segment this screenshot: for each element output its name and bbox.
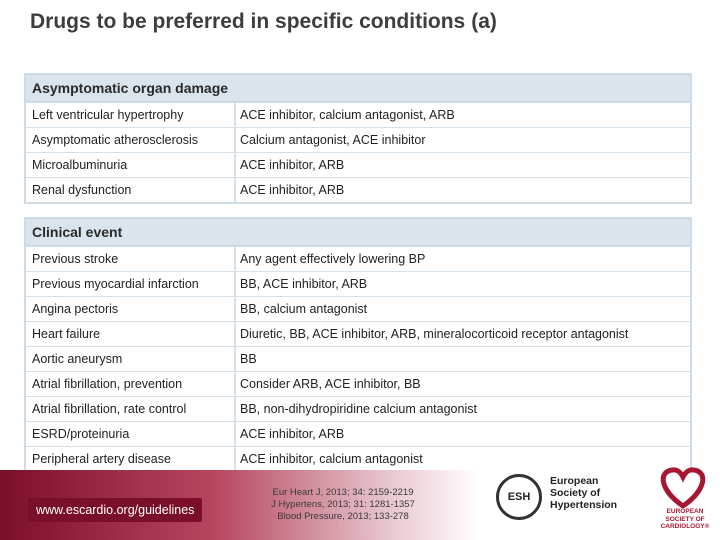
drug-cell: BB — [240, 352, 257, 366]
esh-name-line: Society of — [550, 487, 601, 499]
condition-cell: Microalbuminuria — [26, 153, 236, 177]
drug-cell: Consider ARB, ACE inhibitor, BB — [240, 377, 421, 391]
reference-item: J Hypertens, 2013; 31: 1281-1357 — [271, 499, 415, 510]
table-header: Asymptomatic organ damage — [26, 75, 690, 102]
esh-name-line: European — [550, 475, 599, 487]
condition-cell: Previous myocardial infarction — [26, 272, 236, 296]
table-row — [26, 321, 690, 346]
table-header: Clinical event — [26, 219, 690, 246]
drug-cell: BB, calcium antagonist — [240, 302, 368, 316]
table-row — [26, 102, 690, 127]
reference-item: Blood Pressure, 2013; 133-278 — [277, 511, 409, 522]
table-row — [26, 271, 690, 296]
reference-item: Eur Heart J, 2013; 34: 2159-2219 — [272, 487, 414, 498]
page-title — [30, 10, 710, 34]
esc-name-line: CARDIOLOGY® — [660, 523, 710, 530]
condition-cell: Aortic aneurysm — [26, 347, 236, 371]
condition-cell: Atrial fibrillation, prevention — [26, 372, 236, 396]
esc-name — [650, 508, 720, 531]
drug-cell: Any agent effectively lowering BP — [240, 252, 426, 266]
drug-cell: BB, ACE inhibitor, ARB — [240, 277, 368, 291]
condition-cell: Left ventricular hypertrophy — [26, 103, 236, 127]
table-row — [26, 152, 690, 177]
table-row — [26, 246, 690, 271]
esh-logo-abbr: ESH — [507, 491, 531, 503]
drug-cell: Calcium antagonist, ACE inhibitor — [240, 133, 426, 147]
table-row — [26, 296, 690, 321]
esh-logo — [496, 474, 542, 520]
drug-cell: ACE inhibitor, calcium antagonist, ARB — [240, 108, 455, 122]
condition-cell: ESRD/proteinuria — [26, 422, 236, 446]
table-row — [26, 346, 690, 371]
page-title-sub: (a) — [471, 10, 497, 33]
drug-cell: ACE inhibitor, ARB — [240, 427, 345, 441]
condition-cell: Peripheral artery disease — [26, 447, 236, 471]
table-row — [26, 127, 690, 152]
condition-cell: Previous stroke — [26, 247, 236, 271]
condition-cell: Angina pectoris — [26, 297, 236, 321]
esh-name-line: Hypertension — [550, 499, 618, 511]
esh-name — [550, 475, 640, 511]
organ-damage-table — [24, 73, 692, 204]
clinical-event-table — [24, 217, 692, 473]
guidelines-link[interactable]: www.escardio.org/guidelines — [28, 498, 202, 522]
condition-cell: Heart failure — [26, 322, 236, 346]
references — [248, 487, 438, 523]
drug-cell: ACE inhibitor, calcium antagonist — [240, 452, 423, 466]
table-row — [26, 371, 690, 396]
drug-cell: ACE inhibitor, ARB — [240, 183, 345, 197]
table-row — [26, 446, 690, 471]
drug-cell: ACE inhibitor, ARB — [240, 158, 345, 172]
condition-cell: Atrial fibrillation, rate control — [26, 397, 236, 421]
table-row — [26, 421, 690, 446]
drug-cell: BB, non-dihydropiridine calcium antagonist — [240, 402, 477, 416]
esc-name-line: SOCIETY OF — [665, 515, 705, 523]
esc-name-line: EUROPEAN — [666, 508, 704, 515]
drug-cell: Diuretic, BB, ACE inhibitor, ARB, mineralocorticoid receptor antagonist — [240, 327, 629, 341]
table-row — [26, 177, 690, 202]
condition-cell: Asymptomatic atherosclerosis — [26, 128, 236, 152]
page-title-main: Drugs to be preferred in specific conditions — [30, 10, 466, 33]
condition-cell: Renal dysfunction — [26, 178, 236, 202]
table-row — [26, 396, 690, 421]
